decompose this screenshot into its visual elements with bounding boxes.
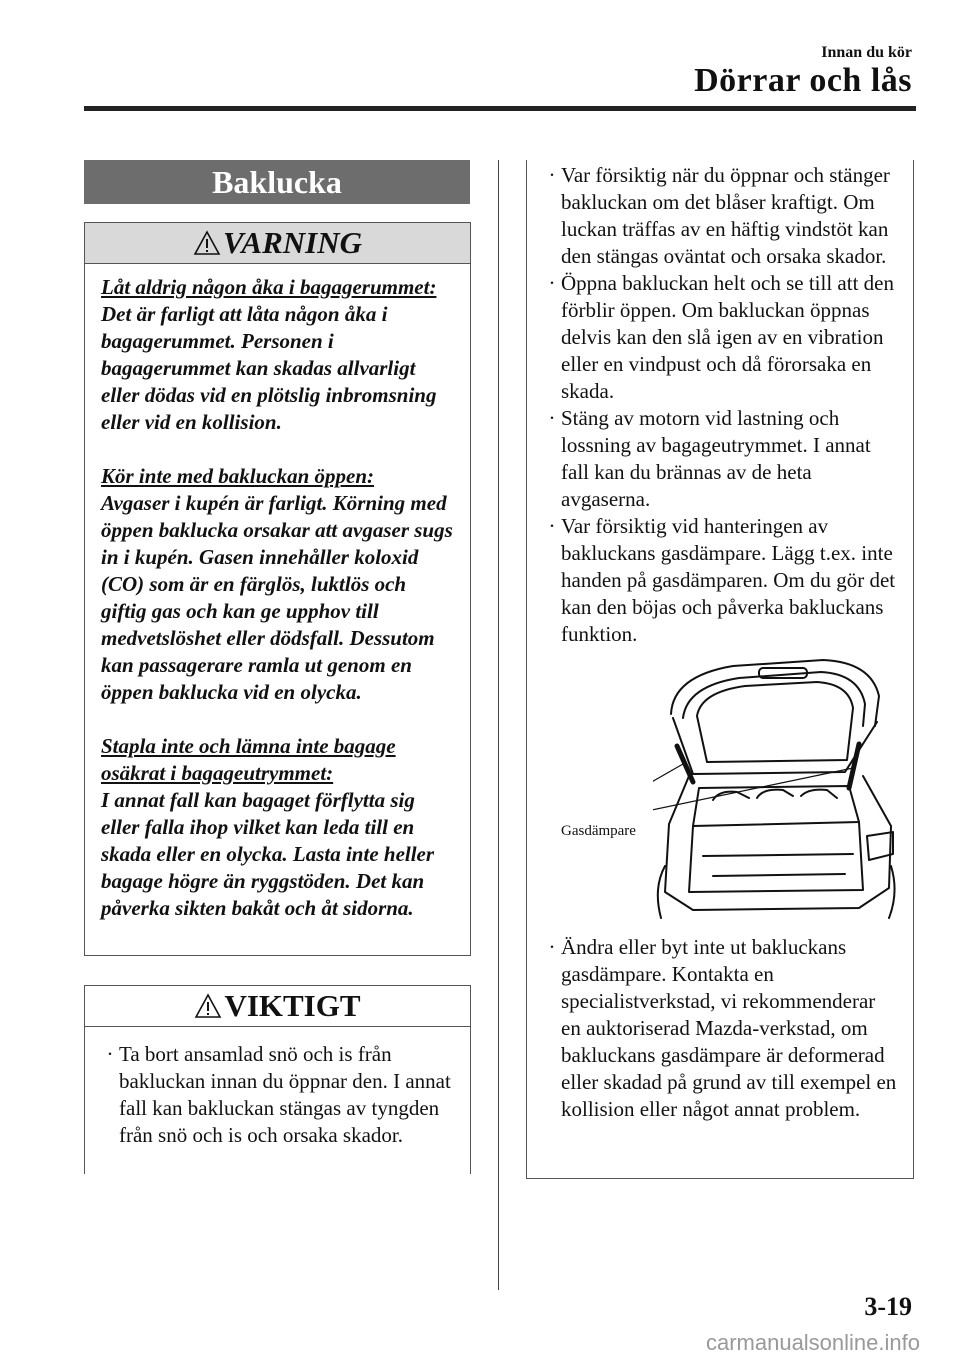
important-title: VIKTIGT (224, 988, 361, 1023)
warning-box (84, 222, 471, 956)
warning-triangle-icon (194, 993, 222, 1019)
warning-title: VARNING (223, 225, 362, 260)
right-item-text: Ändra eller byt inte ut bakluckans gasdämpare. Kontakta en specialistverkstad, vi rekommenderar en auktoriserad Mazda-verkstad, om bakluckans gasdämpare är deformerad eller skadad på grund av till exempel en kollision eller något annat problem. (561, 935, 897, 1121)
right-list-item (543, 162, 899, 270)
tailgate-figure (543, 656, 899, 926)
tailgate-illustration (653, 656, 899, 926)
warning-block-heading: Kör inte med bakluckan öppen: (101, 464, 375, 488)
important-item-text: Ta bort ansamlad snö och is från bakluckan innan du öppnar den. I annat fall kan bakluckan stängas av tyngden från snö och is och orsaka skador. (119, 1042, 451, 1147)
warning-block-text: I annat fall kan bagaget förflytta sig eller falla ihop vilket kan leda till en skada eller en olycka. Lasta inte heller bagage högre än ryggstöden. Det kan påverka sikten bakåt och åt sidorna. (101, 788, 435, 920)
bullet-glyph: · (548, 271, 556, 295)
warning-block (101, 274, 456, 436)
right-item-text: Var försiktig när du öppnar och stänger bakluckan om det blåser kraftigt. Om luckan träffas av en häftig vindstöt kan den stängas oväntat och orsaka skador. (561, 163, 890, 268)
right-item-text: Öppna bakluckan helt och se till att den förblir öppen. Om bakluckan öppnas delvis kan den slå igen av en vibration eller en vindpust och då förorsaka en skada. (561, 271, 894, 403)
watermark: carmanualsonline.info (705, 1330, 920, 1355)
warning-block-heading: Stapla inte och lämna inte bagage osäkrat i bagageutrymmet: (101, 734, 396, 785)
warning-body (85, 264, 470, 922)
important-list-item (101, 1041, 456, 1149)
header-rule (84, 106, 916, 111)
bullet-glyph: · (548, 514, 556, 538)
warning-header (85, 223, 470, 264)
warning-triangle-icon (193, 230, 221, 256)
warning-block (101, 463, 456, 706)
right-column-body (527, 160, 913, 1123)
important-header (85, 986, 470, 1027)
gas-strut-label: Gasdämpare (561, 823, 636, 839)
right-item-text: Var försiktig vid hanteringen av bakluckans gasdämpare. Lägg t.ex. inte handen på gasdämparen. Om du gör det kan den böjas och påverka bakluckans funktion. (561, 514, 896, 646)
bullet-glyph: · (548, 935, 556, 959)
header-chapter: Innan du kör (821, 44, 912, 61)
bullet-glyph: · (106, 1042, 114, 1066)
warning-block-text: Avgaser i kupén är farligt. Körning med öppen baklucka orsakar att avgaser sugs in i kupén. Gasen innehåller koloxid (CO) som är en färglös, luktlös och giftig gas och kan ge upphov till medvetslöshet eller dödsfall. Dessutom kan passagerare ramla ut genom en öppen baklucka vid en olycka. (101, 491, 453, 704)
page-number: 3-19 (864, 1292, 912, 1321)
right-list-item (543, 934, 899, 1123)
warning-block (101, 733, 456, 922)
right-item-text: Stäng av motorn vid lastning och lossning av bagageutrymmet. I annat fall kan du brännas av de heta avgaserna. (561, 406, 871, 511)
bullet-glyph: · (548, 163, 556, 187)
warning-block-text: Det är farligt att låta någon åka i bagagerummet. Personen i bagagerummet kan skadas allvarligt eller dödas vid en plötslig inbromsning eller vid en kollision. (101, 302, 437, 434)
important-box (84, 985, 471, 1174)
right-list-item (543, 513, 899, 648)
right-list-item (543, 270, 899, 405)
bullet-glyph: · (548, 406, 556, 430)
warning-block-heading: Låt aldrig någon åka i bagagerummet: (101, 275, 437, 299)
header-section-title: Dörrar och lås (694, 62, 912, 99)
right-column-box (526, 160, 914, 1179)
section-banner: Baklucka (84, 160, 470, 204)
important-body (85, 1027, 470, 1149)
right-list-item (543, 405, 899, 513)
column-divider (498, 160, 499, 1290)
